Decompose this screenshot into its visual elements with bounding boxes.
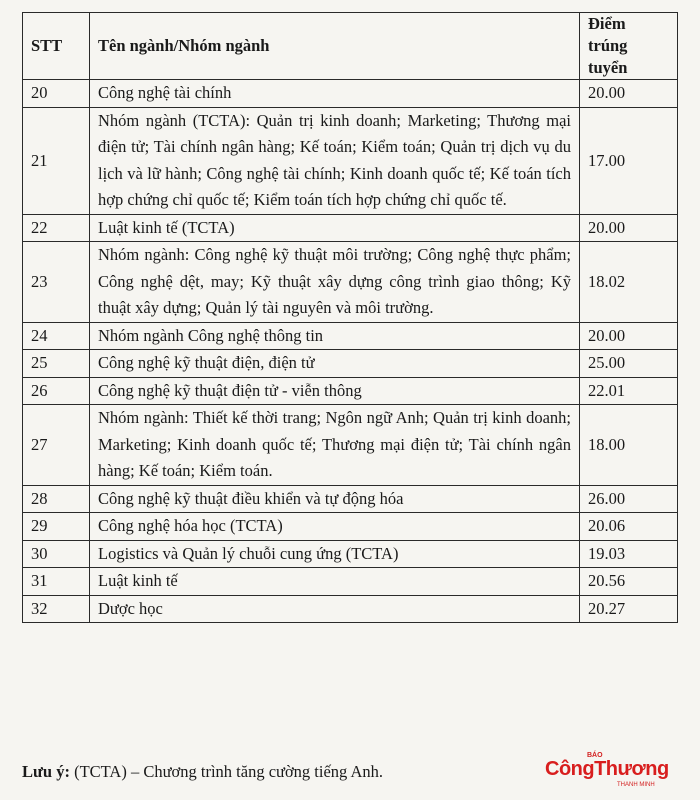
table-row: [23, 595, 678, 623]
row-name: Nhóm ngành Công nghệ thông tin: [90, 322, 580, 350]
row-name: Công nghệ tài chính: [90, 80, 580, 108]
row-stt: 26: [23, 377, 90, 405]
row-name: Logistics và Quản lý chuỗi cung ứng (TCTA): [90, 540, 580, 568]
row-score: 20.00: [580, 322, 678, 350]
row-name: Nhóm ngành: Công nghệ kỹ thuật môi trường; Công nghệ thực phẩm; Công nghệ dệt, may; Kỹ thuật xây dựng công trình giao thông; Kỹ thuật xây dựng; Quản lý tài nguyên và môi trường.: [90, 242, 580, 323]
row-name: Công nghệ kỹ thuật điện, điện tử: [90, 350, 580, 378]
row-name: Công nghệ kỹ thuật điều khiển và tự động hóa: [90, 485, 580, 513]
row-score: 20.06: [580, 513, 678, 541]
table-row: [23, 107, 678, 214]
table-row: [23, 568, 678, 596]
row-stt: 21: [23, 107, 90, 214]
row-score: 20.56: [580, 568, 678, 596]
row-stt: 25: [23, 350, 90, 378]
logo-brand-text: CôngThương: [545, 758, 669, 780]
table-row: [23, 377, 678, 405]
header-score: Điểm trúng tuyển: [580, 13, 678, 80]
row-score: 19.03: [580, 540, 678, 568]
row-name: Dược học: [90, 595, 580, 623]
table-row: [23, 80, 678, 108]
row-score: 20.27: [580, 595, 678, 623]
admission-scores-table: [22, 12, 678, 623]
row-name: Luật kinh tế (TCTA): [90, 214, 580, 242]
row-stt: 29: [23, 513, 90, 541]
row-name: Luật kinh tế: [90, 568, 580, 596]
row-score: 20.00: [580, 214, 678, 242]
row-stt: 27: [23, 405, 90, 486]
row-name: Công nghệ kỹ thuật điện tử - viễn thông: [90, 377, 580, 405]
table-row: [23, 214, 678, 242]
table-row: [23, 405, 678, 486]
table-row: [23, 540, 678, 568]
newspaper-logo: [545, 752, 669, 792]
logo-top-text: BÁO: [587, 752, 603, 759]
footnote-label: Lưu ý:: [22, 762, 70, 781]
logo-bottom-text: THANH MINH: [617, 782, 655, 788]
row-name: Nhóm ngành (TCTA): Quản trị kinh doanh; Marketing; Thương mại điện tử; Tài chính ngân hàng; Kế toán; Kiểm toán; Quản trị dịch vụ du lịch và lữ hành; Công nghệ tài chính; Kinh doanh quốc tế; Kế toán tích hợp chứng chỉ quốc tế; Kiểm toán tích hợp chứng chỉ quốc tế.: [90, 107, 580, 214]
table-row: [23, 513, 678, 541]
row-score: 26.00: [580, 485, 678, 513]
row-stt: 20: [23, 80, 90, 108]
footnote: [22, 762, 383, 782]
table-row: [23, 322, 678, 350]
row-score: 18.00: [580, 405, 678, 486]
header-stt: STT: [23, 13, 90, 80]
row-stt: 32: [23, 595, 90, 623]
row-score: 20.00: [580, 80, 678, 108]
row-stt: 30: [23, 540, 90, 568]
row-stt: 23: [23, 242, 90, 323]
header-name: Tên ngành/Nhóm ngành: [90, 13, 580, 80]
table-header-row: [23, 13, 678, 80]
row-score: 25.00: [580, 350, 678, 378]
row-stt: 24: [23, 322, 90, 350]
row-name: Nhóm ngành: Thiết kế thời trang; Ngôn ngữ Anh; Quản trị kinh doanh; Marketing; Kinh doanh quốc tế; Thương mại điện tử; Tài chính ngân hàng; Kế toán; Kiểm toán.: [90, 405, 580, 486]
row-score: 17.00: [580, 107, 678, 214]
row-score: 18.02: [580, 242, 678, 323]
row-name: Công nghệ hóa học (TCTA): [90, 513, 580, 541]
row-stt: 28: [23, 485, 90, 513]
table-row: [23, 242, 678, 323]
row-stt: 22: [23, 214, 90, 242]
row-score: 22.01: [580, 377, 678, 405]
footnote-text: (TCTA) – Chương trình tăng cường tiếng Anh.: [69, 762, 384, 781]
table-row: [23, 485, 678, 513]
table-row: [23, 350, 678, 378]
row-stt: 31: [23, 568, 90, 596]
